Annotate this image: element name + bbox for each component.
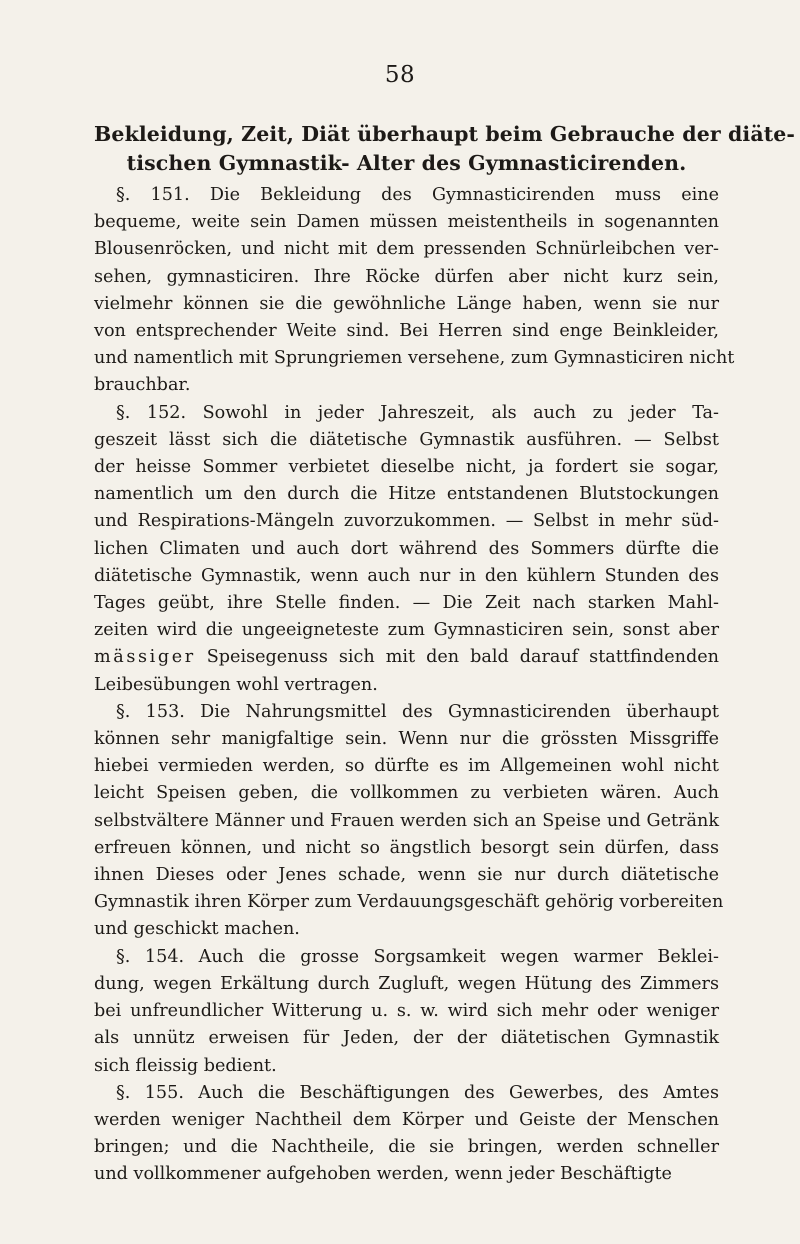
text-line: Leibesübungen wohl vertragen. [94,674,378,695]
page-content [94,120,796,1189]
heading-line: tischen Gymnastik- Alter des Gymnasticirenden. [126,151,687,175]
text-line: ihnen Dieses oder Jenes schade, wenn sie nur durch diätetische [94,865,719,886]
text-line: selbstvältere Männer und Frauen werden sich an Speise und Getränk [94,810,719,831]
body-text [94,182,735,1189]
text-line: §. 152. Sowohl in jeder Jahreszeit, als auch zu jeder Ta- [116,402,719,423]
text-line: Tages geübt, ihre Stelle finden. — Die Zeit nach starken Mahl- [94,593,719,614]
paragraph-2 [94,400,719,699]
text-line: diätetische Gymnastik, wenn auch nur in den kühlern Stunden des [94,565,719,586]
text-line: werden weniger Nachtheil dem Körper und Geiste der Menschen [94,1109,719,1130]
text-line: bequeme, weite sein Damen müssen meistentheils in sogenannten [94,212,719,233]
text-line: und namentlich mit Sprungriemen versehene, zum Gymnasticiren nicht [94,348,735,369]
text-line: §. 154. Auch die grosse Sorgsamkeit wegen warmer Beklei- [116,946,719,967]
text-line: §. 155. Auch die Beschäftigungen des Gewerbes, des Amtes [116,1082,719,1103]
paragraph-1 [94,182,735,400]
text-line: brauchbar. [94,375,191,396]
text-line: vielmehr können sie die gewöhnliche Länge haben, wenn sie nur [94,293,719,314]
text-line: leicht Speisen geben, die vollkommen zu verbieten wären. Auch [94,783,719,804]
page-number: 58 [384,62,416,88]
text-line: dung, wegen Erkältung durch Zugluft, wegen Hütung des Zimmers [94,973,719,994]
text-line: erfreuen können, und nicht so ängstlich besorgt sein dürfen, dass [94,837,719,858]
paragraph-4 [94,944,719,1080]
text-line: der heisse Sommer verbietet dieselbe nicht, ja fordert sie sogar, [94,457,719,478]
text-line: als unnütz erweisen für Jeden, der der diätetischen Gymnastik [94,1028,719,1049]
text-line: sich fleissig bedient. [94,1055,277,1076]
text-line: und geschickt machen. [94,919,300,940]
text-line: können sehr manigfaltige sein. Wenn nur die grössten Missgriffe [94,729,719,750]
text-line: von entsprechender Weite sind. Bei Herren sind enge Beinkleider, [94,321,719,342]
text-line: hiebei vermieden werden, so dürfte es im Allgemeinen wohl nicht [94,756,719,777]
heading-line: Bekleidung, Zeit, Diät überhaupt beim Gebrauche der diäte- [94,122,796,146]
text-line: bei unfreundlicher Witterung u. s. w. wird sich mehr oder weniger [94,1001,719,1022]
emphasis-text: mässiger [94,647,196,668]
text-line: namentlich um den durch die Hitze entstandenen Blutstockungen [94,484,719,505]
text-line: und vollkommener aufgehoben werden, wenn jeder Beschäftigte [94,1164,672,1185]
text-line: und Respirations-Mängeln zuvorzukommen. — Selbst in mehr süd- [94,511,719,532]
text-line: §. 151. Die Bekleidung des Gymnasticirenden muss eine [116,185,719,205]
text-line: lichen Climaten und auch dort während des Sommers dürfte die [94,538,719,559]
text-line: sehen, gymnasticiren. Ihre Röcke dürfen aber nicht kurz sein, [94,266,719,287]
paragraph-3 [94,699,724,944]
text-line: mässiger Speisegenuss sich mit den bald darauf stattfindenden [94,647,719,668]
section-heading [94,120,796,178]
text-line: Gymnastik ihren Körper zum Verdauungsgeschäft gehörig vorbereiten [94,892,724,913]
text-line: geszeit lässt sich die diätetische Gymnastik ausführen. — Selbst [94,429,719,450]
text-line: bringen; und die Nachtheile, die sie bringen, werden schneller [94,1137,719,1158]
text-line: §. 153. Die Nahrungsmittel des Gymnasticirenden überhaupt [116,701,719,722]
paragraph-5 [94,1080,719,1189]
text-line: Blousenröcken, und nicht mit dem pressenden Schnürleibchen ver- [94,239,719,260]
text-line: zeiten wird die ungeeigneteste zum Gymnasticiren sein, sonst aber [94,620,719,641]
